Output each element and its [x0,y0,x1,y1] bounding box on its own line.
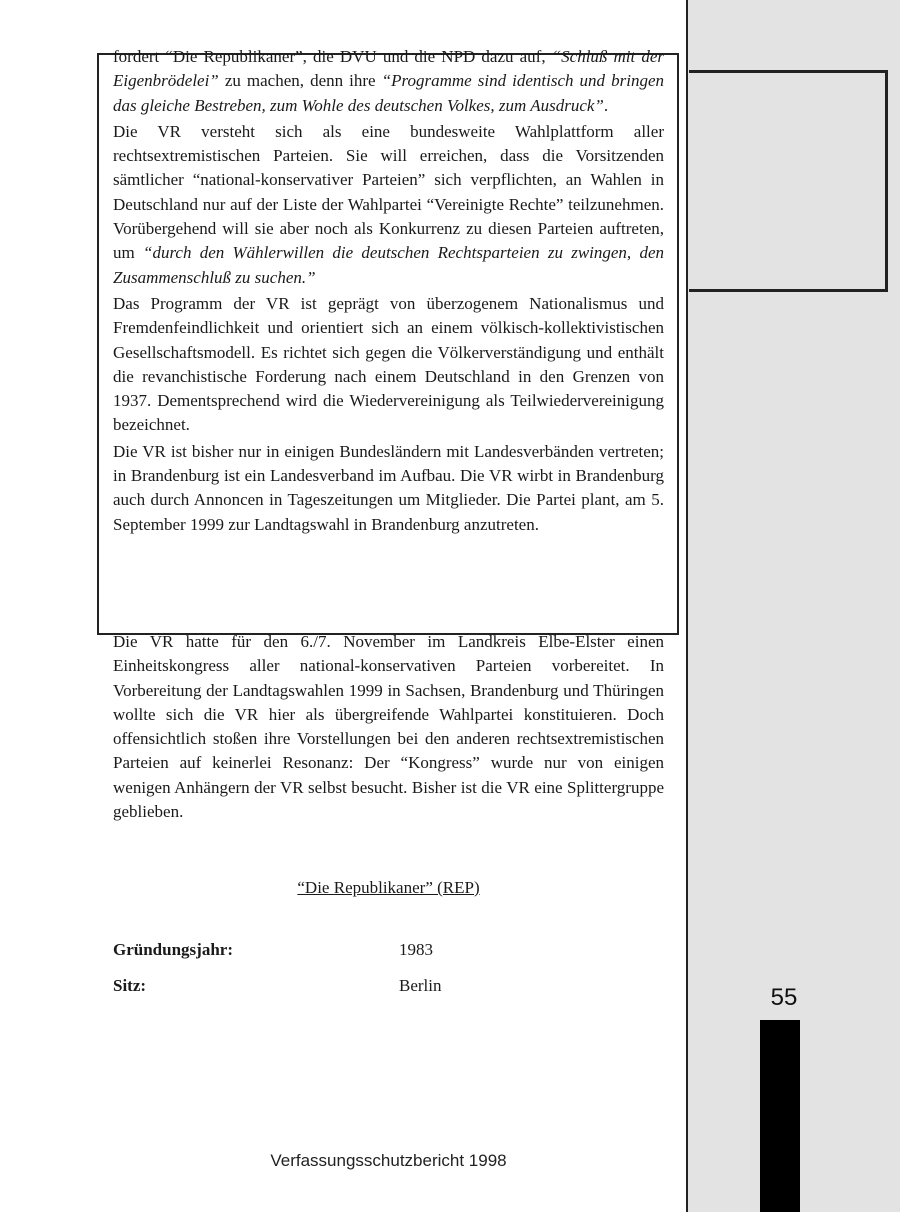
p1-quote-1: “Schluß mit der Eigenbrödelei” [113,47,665,91]
section-heading-text: “Die Republikaner” (REP) [297,878,480,897]
paragraph-3: Das Programm der VR ist geprägt von überzogenem Nationalismus und Fremdenfeindlichkeit und orientiert sich an einem völkisch-kollektivistischen Gesellschaftsmodell. Es richtet sich gegen die Völkerverständigung und enthält die revanchistische Forderung nach einem Deutschland in den Grenzen von 1937. Dementsprechend wird die Wiedervereinigung als Teilwiedervereinigung bezeichnet. [113,293,664,435]
framed-text [113,45,664,539]
page-number: 55 [770,984,798,1011]
thumb-index-bar [760,1020,800,1212]
p2-text: Die VR versteht sich als eine bundesweite Wahlplattform aller rechtsextremistischen Parteien. Sie will erreichen, dass die Vorsitzenden sämtlicher “national-konservativer Parteien” sich verpflichten, an Wahlen in Deutschland nur auf der Liste der Wahlpartei “Vereinigte Rechte” teilzunehmen. Vorübergehend will sie aber noch als Konkurrenz zu diesen Parteien auftreten, um [113,121,664,263]
fact-label: Gründungsjahr: [113,940,233,959]
p1-text-a: fordert “Die Republikaner”, die DVU und die NPD dazu auf, [113,47,552,66]
margin-sidebar [686,0,900,1212]
fact-value: Berlin [399,976,442,995]
fact-label: Sitz: [113,976,147,995]
paragraph-1 [113,45,664,118]
p1-text-c: . [603,95,609,115]
section-heading [113,878,664,898]
paragraph-2 [113,120,664,290]
fact-value: 1983 [399,940,433,959]
p1-text-b: zu machen, denn ihre [218,71,382,91]
body-text [113,630,664,826]
paragraph-5: Die VR hatte für den 6./7. November im Landkreis Elbe-Elster einen Einheitskongress aller national-konservativen Parteien vorbereitet. In Vorbereitung der Landtagswahlen 1999 in Sachsen, Brandenburg und Thüringen wollte sich die VR hier als übergreifende Wahlpartei konstituieren. Doch offensichtlich stoßen ihre Vorstellungen bei den anderen rechtsextremistischen Parteien auf keinerlei Resonanz: Der “Kongress” wurde nur von einigen wenigen Anhängern der VR selbst besucht. Bisher ist die VR eine Splittergruppe geblieben. [113,632,664,822]
sidebar-box [689,70,888,292]
p1-quote-2: “Programme sind identisch und bringen das gleiche Bestreben, zum Wohle des deutschen Volkes, zum Ausdruck” [113,71,664,115]
p2-quote: “durch den Wählerwillen die deutschen Rechtsparteien zu zwingen, den Zusammenschluß zu suchen.” [113,243,664,287]
page-footer: Verfassungsschutzbericht 1998 [270,1151,507,1170]
paragraph-4: Die VR ist bisher nur in einigen Bundesländern mit Landesverbänden vertreten; in Brandenburg ist ein Landesverband im Aufbau. Die VR wirbt in Brandenburg auch durch Annoncen in Tageszeitungen um Mitglieder. Die Partei plant, am 5. September 1999 zur Landtagswahl in Brandenburg anzutreten. [113,441,664,534]
